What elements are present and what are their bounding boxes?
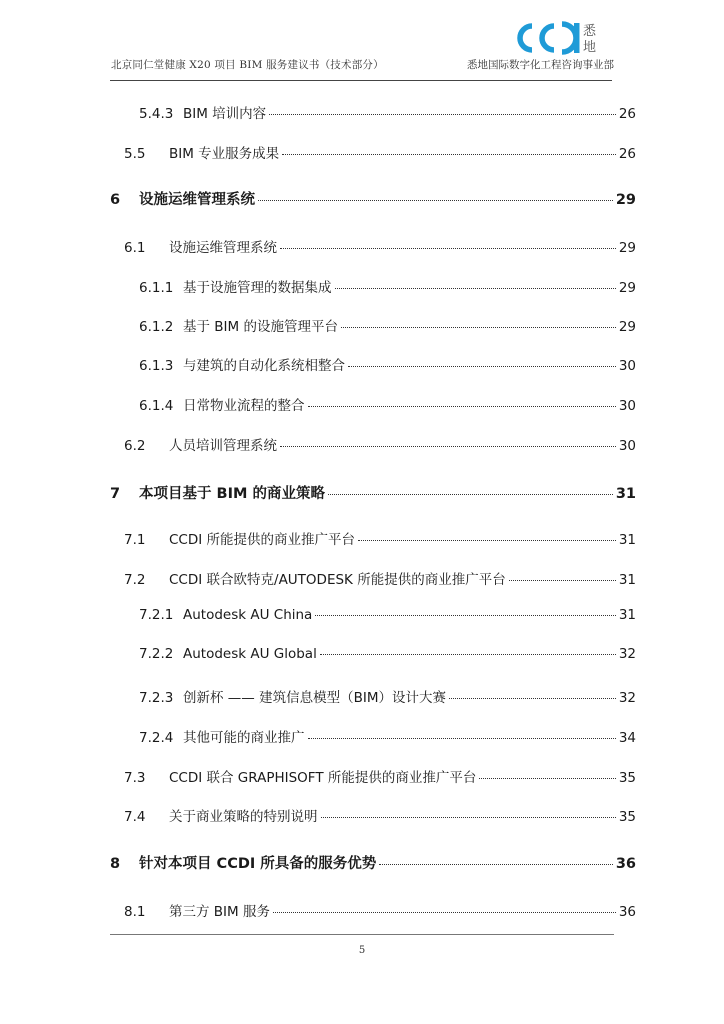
toc-entry[interactable] — [110, 852, 636, 873]
toc-entry[interactable] — [110, 315, 636, 335]
toc-entry-title: CCDI 联合 GRAPHISOFT 所能提供的商业推广平台 — [169, 770, 477, 786]
toc-entry-leader — [335, 288, 616, 289]
toc-entry[interactable] — [110, 236, 636, 256]
toc-entry-title: Autodesk AU China — [183, 607, 313, 623]
toc-entry-page: 32 — [618, 690, 636, 706]
toc-entry-number: 7.4 — [124, 809, 146, 825]
toc-entry-title: 本项目基于 BIM 的商业策略 — [139, 486, 325, 502]
toc-entry[interactable] — [110, 686, 636, 706]
toc-entry-page: 35 — [618, 770, 636, 786]
toc-entry-number: 5.4.3 — [139, 106, 174, 122]
logo-c1-shape — [520, 26, 532, 50]
toc-entry-page: 30 — [618, 438, 636, 454]
toc-entry-page: 31 — [618, 607, 636, 623]
toc-entry-title: CCDI 联合欧特克/AUTODESK 所能提供的商业推广平台 — [169, 572, 506, 588]
toc-entry-title: CCDI 所能提供的商业推广平台 — [169, 532, 356, 548]
toc-entry-leader — [320, 654, 616, 655]
toc-entry-number: 7.3 — [124, 770, 146, 786]
toc-entry-title: 关于商业策略的特别说明 — [169, 809, 318, 825]
toc-entry[interactable] — [110, 102, 636, 122]
toc-entry-page: 29 — [615, 192, 636, 208]
toc-entry-title: BIM 专业服务成果 — [169, 146, 280, 162]
toc-entry-page: 31 — [618, 572, 636, 588]
toc-entry-title: Autodesk AU Global — [183, 646, 317, 662]
toc-entry-title: BIM 培训内容 — [183, 106, 267, 122]
toc-entry-leader — [341, 327, 616, 328]
toc-entry-leader — [308, 406, 616, 407]
toc-entry-leader — [269, 114, 616, 115]
toc-entry-title: 创新杯 —— 建筑信息模型（BIM）设计大赛 — [183, 690, 446, 706]
toc-entry-number: 6 — [110, 192, 121, 208]
toc-entry-leader — [273, 912, 616, 913]
toc-entry[interactable] — [110, 726, 636, 746]
toc-entry-number: 7 — [110, 486, 121, 502]
toc-entry-number: 7.2 — [124, 572, 146, 588]
toc-entry[interactable] — [110, 568, 636, 588]
header-department: 悉地国际数字化工程咨询事业部 — [467, 59, 614, 71]
toc-entry[interactable] — [110, 766, 636, 786]
toc-entry[interactable] — [110, 482, 636, 503]
page-number: 5 — [358, 945, 366, 956]
toc-entry-page: 29 — [618, 240, 636, 256]
toc-entry-leader — [328, 494, 613, 495]
toc-entry[interactable] — [110, 142, 636, 162]
header-document-title: 北京同仁堂健康 X20 项目 BIM 服务建议书（技术部分） — [111, 59, 384, 71]
toc-entry-page: 34 — [618, 730, 636, 746]
toc-entry-number: 7.2.4 — [139, 730, 174, 746]
toc-entry-leader — [509, 580, 616, 581]
toc-entry-leader — [321, 817, 616, 818]
toc-entry-page: 36 — [618, 904, 636, 920]
toc-entry-number: 5.5 — [124, 146, 146, 162]
toc-entry-number: 6.1.1 — [139, 280, 174, 296]
toc-entry-title: 基于设施管理的数据集成 — [183, 280, 332, 296]
toc-entry[interactable] — [110, 276, 636, 296]
toc-entry-leader — [280, 446, 616, 447]
toc-entry[interactable] — [110, 354, 636, 374]
logo-d-shape — [562, 24, 576, 52]
toc-entry-title: 第三方 BIM 服务 — [169, 904, 270, 920]
toc-entry-number: 7.1 — [124, 532, 146, 548]
logo-c2-shape — [542, 26, 554, 50]
toc-entry-leader — [258, 200, 613, 201]
toc-entry-page: 31 — [615, 486, 636, 502]
toc-entry-number: 7.2.1 — [139, 607, 174, 623]
toc-entry[interactable] — [110, 188, 636, 209]
toc-entry-title: 设施运维管理系统 — [169, 240, 277, 256]
toc-entry-page: 30 — [618, 398, 636, 414]
toc-entry-title: 基于 BIM 的设施管理平台 — [183, 319, 338, 335]
toc-entry[interactable] — [110, 394, 636, 414]
toc-entry[interactable] — [110, 900, 636, 920]
toc-entry-title: 设施运维管理系统 — [139, 192, 255, 208]
toc-entry-number: 8.1 — [124, 904, 146, 920]
toc-entry-number: 6.1.3 — [139, 358, 174, 374]
toc-entry-page: 26 — [618, 106, 636, 122]
toc-entry-leader — [315, 615, 615, 616]
toc-entry[interactable] — [110, 434, 636, 454]
toc-entry-number: 6.1.2 — [139, 319, 174, 335]
toc-entry-page: 29 — [618, 280, 636, 296]
toc-entry-leader — [449, 698, 616, 699]
toc-entry-leader — [358, 540, 616, 541]
toc-entry[interactable] — [110, 528, 636, 548]
header-divider — [110, 80, 612, 81]
toc-entry-title: 针对本项目 CCDI 所具备的服务优势 — [139, 856, 377, 872]
toc-entry-title: 其他可能的商业推广 — [183, 730, 305, 746]
toc-entry-number: 6.1 — [124, 240, 146, 256]
toc-entry-page: 26 — [618, 146, 636, 162]
toc-entry-number: 6.2 — [124, 438, 146, 454]
toc-entry-title: 日常物业流程的整合 — [183, 398, 305, 414]
toc-entry-number: 7.2.3 — [139, 690, 174, 706]
toc-entry-title: 人员培训管理系统 — [169, 438, 277, 454]
toc-entry-leader — [379, 864, 613, 865]
footer-divider — [110, 934, 614, 935]
toc-entry-number: 8 — [110, 856, 121, 872]
toc-entry-leader — [308, 738, 616, 739]
toc-entry-leader — [280, 248, 616, 249]
toc-entry-number: 7.2.2 — [139, 646, 174, 662]
toc-entry-page: 36 — [615, 856, 636, 872]
toc-entry[interactable] — [110, 805, 636, 825]
toc-entry[interactable] — [110, 607, 636, 623]
toc-entry-page: 31 — [618, 532, 636, 548]
toc-entry-page: 30 — [618, 358, 636, 374]
toc-entry-number: 6.1.4 — [139, 398, 174, 414]
toc-entry-page: 35 — [618, 809, 636, 825]
toc-entry[interactable] — [110, 646, 636, 662]
logo-cn-top: 悉 — [583, 24, 597, 39]
toc-entry-title: 与建筑的自动化系统相整合 — [183, 358, 345, 374]
toc-entry-leader — [348, 366, 616, 367]
logo-cn-bottom: 地 — [583, 40, 597, 55]
toc-entry-page: 29 — [618, 319, 636, 335]
toc-entry-leader — [282, 154, 616, 155]
toc-entry-leader — [479, 778, 615, 779]
logo-bar-shape — [574, 23, 580, 53]
ccdi-logo — [516, 18, 608, 58]
toc-entry-page: 32 — [618, 646, 636, 662]
